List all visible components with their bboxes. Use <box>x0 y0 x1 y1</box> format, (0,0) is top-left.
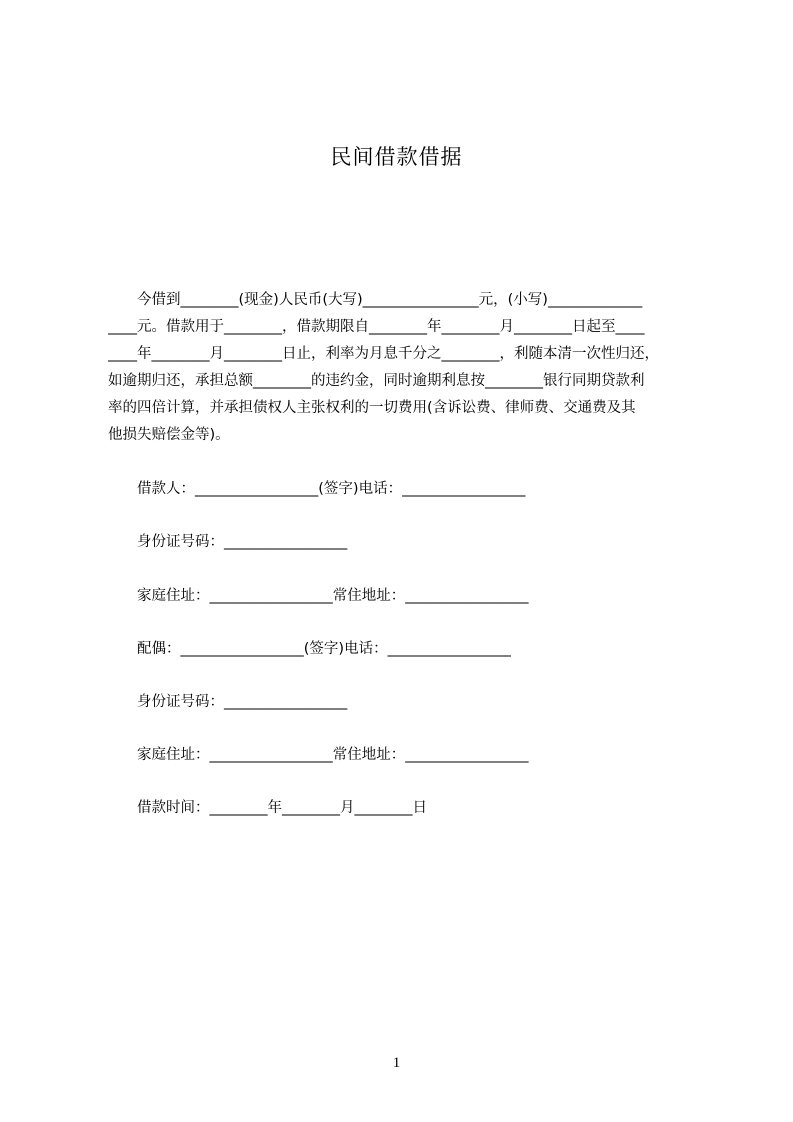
spouse-address-field: 家庭住址：_________________常住地址：_________________ <box>137 747 529 763</box>
body-line: 他损失赔偿金等)。 <box>108 427 230 443</box>
document-title: 民间借款借据 <box>330 145 463 169</box>
spouse-field: 配偶：_________________(签字)电话：_________________ <box>137 641 511 657</box>
body-line: 今借到________(现金)人民币(大写)________________元，(小写)_____________ <box>108 292 643 308</box>
borrower-address-field: 家庭住址：_________________常住地址：_________________ <box>137 588 529 604</box>
page-number: 1 <box>392 1055 401 1071</box>
body-line: 率的四倍计算，并承担债权人主张权利的一切费用(含诉讼费、律师费、交通费及其 <box>108 400 636 416</box>
borrower-id-field: 身份证号码：_________________ <box>137 534 348 550</box>
loan-date-field: 借款时间：________年________月________日 <box>137 800 427 816</box>
borrower-field: 借款人：_________________(签字)电话：_________________ <box>137 481 526 497</box>
body-line: 如逾期归还，承担总额________的违约金，同时逾期利息按________银行同期贷款利 <box>108 373 645 389</box>
body-line: ____元。借款用于________，借款期限自________年________月________日起至____ <box>108 319 645 335</box>
body-line: ____年________月________日止，利率为月息千分之________，利随本清一次性归还， <box>108 346 659 362</box>
spouse-id-field: 身份证号码：_________________ <box>137 694 348 710</box>
